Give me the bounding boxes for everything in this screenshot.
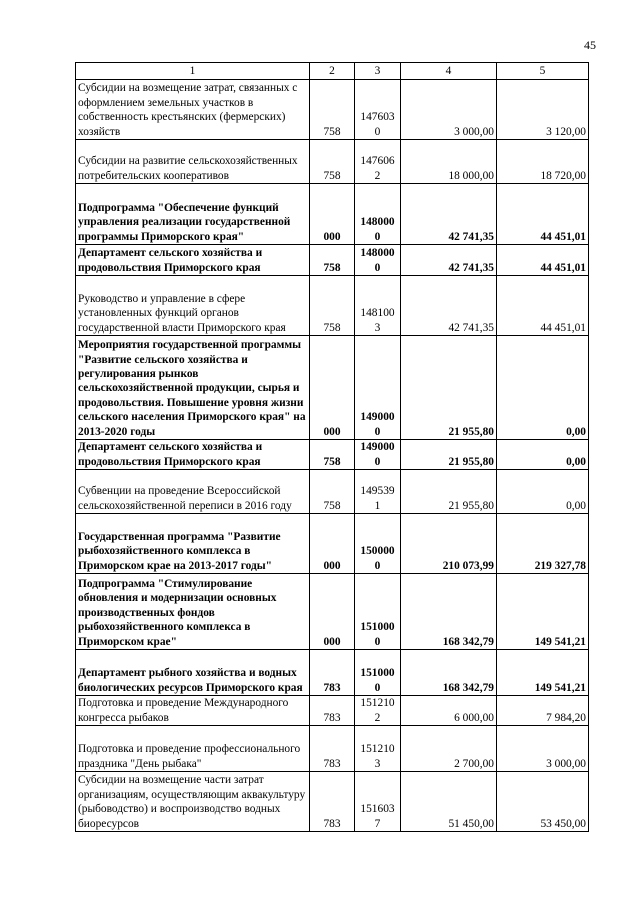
row-value-2016: 210 073,99 [401, 514, 497, 574]
table-row [76, 336, 589, 440]
row-csr: 147606 2 [355, 140, 401, 184]
row-name: Департамент рыбного хозяйства и водных биологических ресурсов Приморского края [76, 650, 310, 696]
row-value-2017: 44 451,01 [497, 276, 589, 336]
row-value-2016: 18 000,00 [401, 140, 497, 184]
row-name: Государственная программа "Развитие рыбохозяйственного комплекса в Приморском крае на 2013-2017 годы" [76, 514, 310, 574]
row-value-2017: 3 000,00 [497, 726, 589, 772]
row-code: 000 [310, 514, 355, 574]
row-name: Подпрограмма "Стимулирование обновления и модернизации основных производственных фондов рыбохозяйственного комплекса в Приморском крае" [76, 574, 310, 650]
row-name: Субвенции на проведение Всероссийской сельскохозяйственной переписи в 2016 году [76, 470, 310, 514]
table-row [76, 245, 589, 276]
row-name: Департамент сельского хозяйства и продовольствия Приморского края [76, 245, 310, 276]
row-value-2016: 42 741,35 [401, 276, 497, 336]
row-name: Субсидии на возмещение затрат, связанных с оформлением земельных участков в собственность крестьянских (фермерских) хозяйств [76, 80, 310, 140]
row-name: Департамент сельского хозяйства и продовольствия Приморского края [76, 440, 310, 470]
row-name: Подготовка и проведение Международного конгресса рыбаков [76, 696, 310, 726]
row-code: 758 [310, 470, 355, 514]
row-value-2016: 6 000,00 [401, 696, 497, 726]
row-name: Подпрограмма "Обеспечение функций управления реализации государственной программы Приморского края" [76, 184, 310, 245]
header-col-3: 3 [355, 63, 401, 80]
row-value-2017: 18 720,00 [497, 140, 589, 184]
row-csr: 151603 7 [355, 772, 401, 832]
row-code: 000 [310, 184, 355, 245]
row-code: 758 [310, 140, 355, 184]
row-csr: 148100 3 [355, 276, 401, 336]
row-value-2016: 42 741,35 [401, 245, 497, 276]
row-code: 783 [310, 696, 355, 726]
row-value-2017: 53 450,00 [497, 772, 589, 832]
row-value-2016: 42 741,35 [401, 184, 497, 245]
header-col-4: 4 [401, 63, 497, 80]
row-value-2017: 3 120,00 [497, 80, 589, 140]
row-value-2016: 21 955,80 [401, 336, 497, 440]
page-number: 45 [584, 38, 596, 52]
budget-table [75, 62, 589, 832]
row-code: 000 [310, 574, 355, 650]
row-csr: 149000 0 [355, 336, 401, 440]
row-value-2017: 219 327,78 [497, 514, 589, 574]
row-value-2016: 168 342,79 [401, 574, 497, 650]
table-row [76, 440, 589, 470]
table-row [76, 696, 589, 726]
row-value-2016: 2 700,00 [401, 726, 497, 772]
row-code: 758 [310, 276, 355, 336]
row-name: Мероприятия государственной программы "Развитие сельского хозяйства и регулирования рынков сельскохозяйственной продукции, сырья и продовольствия. Повышение уровня жизни сельского населения Приморского края" на 2013-2020 годы [76, 336, 310, 440]
row-csr: 148000 0 [355, 184, 401, 245]
row-value-2017: 44 451,01 [497, 245, 589, 276]
row-value-2017: 149 541,21 [497, 650, 589, 696]
table-row [76, 140, 589, 184]
row-csr: 151210 2 [355, 696, 401, 726]
header-col-1: 1 [76, 63, 310, 80]
row-value-2017: 7 984,20 [497, 696, 589, 726]
row-csr: 149539 1 [355, 470, 401, 514]
table-row [76, 726, 589, 772]
table-row [76, 80, 589, 140]
table-row [76, 650, 589, 696]
row-value-2017: 149 541,21 [497, 574, 589, 650]
header-col-5: 5 [497, 63, 589, 80]
row-csr: 150000 0 [355, 514, 401, 574]
header-col-2: 2 [310, 63, 355, 80]
row-csr: 147603 0 [355, 80, 401, 140]
header-row [76, 63, 589, 80]
row-csr: 151000 0 [355, 574, 401, 650]
row-value-2016: 21 955,80 [401, 440, 497, 470]
row-csr: 149000 0 [355, 440, 401, 470]
row-csr: 151000 0 [355, 650, 401, 696]
row-code: 783 [310, 726, 355, 772]
row-csr: 151210 3 [355, 726, 401, 772]
row-value-2017: 44 451,01 [497, 184, 589, 245]
row-name: Руководство и управление в сфере установленных функций органов государственной власти Приморского края [76, 276, 310, 336]
row-value-2017: 0,00 [497, 440, 589, 470]
row-value-2016: 168 342,79 [401, 650, 497, 696]
table-row [76, 276, 589, 336]
row-value-2017: 0,00 [497, 470, 589, 514]
table-row [76, 514, 589, 574]
row-code: 758 [310, 80, 355, 140]
row-name: Подготовка и проведение профессионального праздника "День рыбака" [76, 726, 310, 772]
row-code: 000 [310, 336, 355, 440]
row-value-2017: 0,00 [497, 336, 589, 440]
row-code: 783 [310, 772, 355, 832]
table-row [76, 574, 589, 650]
row-code: 783 [310, 650, 355, 696]
table-row [76, 772, 589, 832]
row-value-2016: 51 450,00 [401, 772, 497, 832]
table-row [76, 470, 589, 514]
row-name: Субсидии на развитие сельскохозяйственных потребительских кооперативов [76, 140, 310, 184]
row-value-2016: 3 000,00 [401, 80, 497, 140]
row-value-2016: 21 955,80 [401, 470, 497, 514]
table-row [76, 184, 589, 245]
row-csr: 148000 0 [355, 245, 401, 276]
row-name: Субсидии на возмещение части затрат организациям, осуществляющим аквакультуру (рыбоводство) и воспроизводство водных биоресурсов [76, 772, 310, 832]
row-code: 758 [310, 440, 355, 470]
row-code: 758 [310, 245, 355, 276]
